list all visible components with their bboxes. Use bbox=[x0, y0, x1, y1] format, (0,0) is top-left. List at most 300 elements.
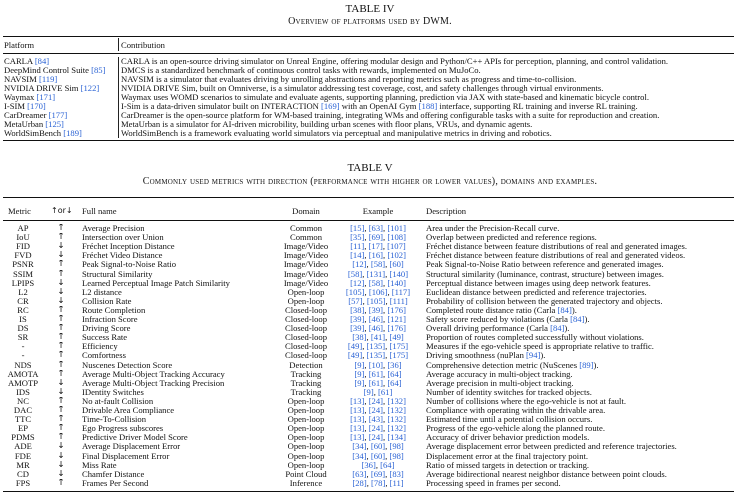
metric-fullname: IDentity Switches bbox=[82, 387, 144, 397]
description-text: Safety score reduced by violations (Carla bbox=[426, 315, 571, 324]
metric-abbrev: PSNR bbox=[12, 260, 34, 270]
metric-fullname: Structural Similarity bbox=[82, 269, 153, 279]
citation-ref: [106] bbox=[368, 287, 388, 297]
citation-ref: [175] bbox=[389, 342, 409, 352]
contribution-text: NAVSIM is a simulator that evaluates driving by unrolling abstractions and reporting metrics such as progress and time-to-collision. bbox=[121, 75, 577, 84]
citation-separator: , bbox=[364, 224, 369, 233]
citation-ref: [12] bbox=[350, 278, 365, 288]
metric-domain: Image/Video bbox=[283, 269, 329, 279]
metric-fullname: Learned Perceptual Image Patch Similarity bbox=[82, 278, 230, 288]
citation-separator: , bbox=[383, 360, 388, 370]
metric-domain: Image/Video bbox=[283, 242, 329, 252]
direction-arrow: ↓ bbox=[57, 387, 65, 397]
citation-ref: [131] bbox=[366, 269, 386, 279]
citation-separator: , bbox=[366, 451, 371, 461]
citation-ref: [171] bbox=[36, 93, 56, 102]
table5-number: TABLE V bbox=[347, 162, 393, 174]
citation-ref: [84] bbox=[34, 57, 50, 66]
citation-separator: , bbox=[383, 251, 388, 261]
citation-ref: [85] bbox=[91, 66, 106, 75]
citation-ref: [10] bbox=[368, 360, 384, 370]
description-text: Measures if the ego-vehicle speed is appropriate relative to traffic. bbox=[426, 342, 654, 352]
table5-header-row bbox=[0, 206, 740, 215]
description-text: Compliance with operating within the drivable area. bbox=[426, 406, 606, 415]
citation-ref: [34] bbox=[352, 442, 367, 452]
description-text: Structural similarity (luminance, contrast, structure) between images. bbox=[426, 269, 664, 279]
contribution-text: interface, supporting RL training and inverse RL training. bbox=[437, 102, 638, 111]
citation-ref: [13] bbox=[350, 415, 365, 425]
metric-domain: Open-loop bbox=[287, 460, 325, 470]
metric-abbrev: NC bbox=[17, 396, 29, 406]
table-row bbox=[0, 333, 740, 342]
metric-abbrev: RC bbox=[17, 305, 29, 315]
platform-cell bbox=[4, 120, 116, 129]
metric-abbrev: L2 bbox=[18, 287, 28, 297]
direction-arrow: ↓ bbox=[57, 460, 65, 470]
contribution-text: WorldSimBench is a framework evaluating world simulators via perceptual and manipulative metrics in driving and robotics. bbox=[121, 129, 552, 138]
metric-abbrev: IS bbox=[19, 315, 27, 324]
citation-ref: [39] bbox=[368, 305, 384, 315]
description-text: Number of identity switches for tracked objects. bbox=[426, 387, 592, 397]
metric-fullname: Nuscenes Detection Score bbox=[82, 360, 173, 370]
citation-ref: [64] bbox=[380, 460, 395, 470]
metric-domain: Open-loop bbox=[287, 451, 325, 461]
metric-fullname: Success Rate bbox=[82, 333, 128, 343]
table-row bbox=[0, 84, 740, 93]
metric-abbrev: NDS bbox=[14, 360, 32, 370]
metric-description bbox=[426, 315, 738, 324]
citation-separator: , bbox=[362, 296, 367, 306]
metric-domain: Closed-loop bbox=[284, 333, 327, 343]
description-text: Completed route distance ratio (Carla bbox=[426, 305, 558, 315]
citation-separator: , bbox=[383, 224, 388, 233]
table4-header-platform: Platform bbox=[4, 40, 35, 50]
table-row bbox=[0, 442, 740, 451]
contribution-cell bbox=[121, 66, 737, 75]
contribution-cell bbox=[121, 75, 737, 84]
citation-ref: [49] bbox=[347, 351, 363, 361]
citation-separator: , bbox=[364, 378, 369, 388]
metric-description bbox=[426, 342, 738, 351]
direction-arrow: ↑ bbox=[57, 478, 65, 488]
citation-ref: [60] bbox=[370, 451, 386, 461]
metric-examples bbox=[338, 379, 418, 388]
table5-header-example: Example bbox=[362, 206, 394, 216]
citation-separator: , bbox=[383, 406, 388, 415]
description-text: Euclidean distance between predicted and reference trajectories. bbox=[426, 287, 647, 297]
metric-examples bbox=[338, 324, 418, 333]
citation-ref: [98] bbox=[389, 451, 404, 461]
description-text: Fréchet distance between feature distributions of real and generated videos. bbox=[426, 251, 686, 261]
citation-ref: [57] bbox=[348, 296, 363, 306]
citation-ref: [84] bbox=[550, 324, 565, 334]
table-row bbox=[0, 351, 740, 360]
metric-abbrev: FID bbox=[16, 242, 30, 252]
citation-ref: [188] bbox=[418, 102, 438, 111]
metric-abbrev: CR bbox=[17, 296, 29, 306]
citation-ref: [12] bbox=[352, 260, 367, 270]
metric-domain: Tracking bbox=[290, 378, 322, 388]
citation-separator: , bbox=[383, 278, 388, 288]
metric-domain: Tracking bbox=[290, 369, 322, 379]
direction-arrow: ↓ bbox=[57, 296, 65, 306]
description-text: Displacement error at the final trajectory point. bbox=[426, 451, 589, 461]
metric-description bbox=[426, 397, 738, 406]
citation-ref: [9] bbox=[354, 378, 365, 388]
metric-description bbox=[426, 260, 738, 269]
citation-ref: [24] bbox=[368, 406, 384, 415]
metric-examples bbox=[338, 424, 418, 433]
metric-domain: Image/Video bbox=[283, 260, 329, 270]
metric-examples bbox=[338, 333, 418, 342]
table5-header-fullname: Full name bbox=[82, 206, 117, 216]
description-text: Overall driving performance (Carla bbox=[426, 324, 551, 334]
contribution-cell bbox=[121, 84, 737, 93]
metric-abbrev: LPIPS bbox=[11, 278, 35, 288]
citation-ref: [11] bbox=[389, 478, 404, 488]
metric-description bbox=[426, 442, 738, 451]
description-text: Accuracy of driver behavior prediction models. bbox=[426, 433, 590, 443]
metric-domain: Common bbox=[290, 224, 322, 233]
metric-examples bbox=[338, 279, 418, 288]
metric-domain: Closed-loop bbox=[284, 315, 327, 324]
citation-separator: , bbox=[364, 287, 369, 297]
metric-domain: Open-loop bbox=[287, 406, 325, 415]
citation-separator: , bbox=[362, 351, 367, 361]
description-text: Peak Signal-to-Noise Ratio between reference and generated images. bbox=[426, 260, 664, 270]
citation-separator: , bbox=[385, 296, 390, 306]
metric-examples bbox=[338, 342, 418, 351]
citation-separator: , bbox=[364, 396, 369, 406]
metric-domain: Open-loop bbox=[287, 442, 325, 452]
citation-ref: [89] bbox=[579, 360, 594, 370]
contribution-text: DMCS is a standardized benchmark of continuous control tasks with rewards, implemented on MuJoCo. bbox=[121, 66, 481, 75]
citation-ref: [9] bbox=[354, 360, 365, 370]
direction-arrow: ↑ bbox=[57, 351, 65, 361]
citation-separator: , bbox=[364, 251, 369, 261]
metric-fullname: L2 distance bbox=[82, 287, 122, 297]
citation-ref: [61] bbox=[378, 387, 393, 397]
citation-ref: [13] bbox=[350, 396, 365, 406]
citation-ref: [58] bbox=[347, 269, 363, 279]
metric-description bbox=[426, 406, 738, 415]
citation-ref: [17] bbox=[368, 242, 383, 252]
table4-header-row bbox=[0, 40, 740, 49]
table4-top-rule bbox=[3, 36, 734, 37]
metric-domain: Common bbox=[290, 233, 322, 243]
direction-arrow: ↑ bbox=[57, 315, 65, 324]
metric-fullname: Fréchet Inception Distance bbox=[82, 242, 175, 252]
description-text: Average precision in multi-object tracking. bbox=[426, 378, 574, 388]
citation-ref: [11] bbox=[350, 242, 365, 252]
citation-ref: [108] bbox=[387, 233, 406, 243]
citation-ref: [69] bbox=[368, 233, 384, 243]
citation-ref: [60] bbox=[370, 442, 386, 452]
metric-fullname: Average Multi-Object Tracking Accuracy bbox=[82, 369, 225, 379]
metric-fullname: Time-To-Collision bbox=[82, 415, 147, 425]
metric-description bbox=[426, 351, 738, 360]
metric-description bbox=[426, 297, 738, 306]
metric-description bbox=[426, 279, 738, 288]
direction-arrow: ↑ bbox=[57, 224, 65, 233]
direction-arrow: ↑ bbox=[57, 415, 65, 425]
citation-ref: [134] bbox=[387, 433, 406, 443]
description-text: Average displacement error between predicted and reference trajectories. bbox=[426, 442, 677, 452]
metric-examples bbox=[338, 370, 418, 379]
metric-domain: Open-loop bbox=[287, 296, 325, 306]
contribution-cell bbox=[121, 120, 737, 129]
table4-header-contribution: Contribution bbox=[121, 40, 165, 50]
metric-fullname: Average Precision bbox=[82, 224, 145, 233]
citation-ref: [176] bbox=[387, 324, 406, 334]
platform-name: NVIDIA DRIVE Sim bbox=[4, 84, 81, 93]
table-row bbox=[0, 288, 740, 297]
citation-ref: [9] bbox=[363, 387, 374, 397]
table4-header-separator bbox=[118, 38, 119, 51]
description-text: ). bbox=[584, 315, 590, 324]
direction-arrow: ↑ bbox=[57, 360, 65, 370]
direction-arrow: ↓ bbox=[57, 287, 65, 297]
table-row bbox=[0, 479, 740, 488]
metric-description bbox=[426, 388, 738, 397]
platform-name: NAVSIM bbox=[4, 75, 39, 84]
table5-title: Commonly used metrics with direction (performance with higher or lower values), domains and examples. bbox=[142, 176, 598, 187]
description-text: Processing speed in frames per second. bbox=[426, 478, 561, 488]
description-text: Area under the Precision-Recall curve. bbox=[426, 224, 560, 233]
metric-abbrev: SR bbox=[17, 333, 29, 343]
metric-description bbox=[426, 470, 738, 479]
citation-ref: [175] bbox=[389, 351, 409, 361]
citation-separator: , bbox=[385, 469, 390, 479]
citation-separator: , bbox=[383, 324, 388, 334]
metric-examples bbox=[338, 233, 418, 242]
platform-name: MetaUrban bbox=[4, 120, 46, 129]
contribution-cell bbox=[121, 102, 737, 111]
description-text: Proportion of routes completed successfully without violations. bbox=[426, 333, 644, 343]
direction-arrow: ↓ bbox=[57, 242, 65, 252]
citation-separator: , bbox=[364, 415, 369, 425]
metric-description bbox=[426, 242, 738, 251]
metric-abbrev: AMOTP bbox=[7, 378, 39, 388]
citation-ref: [36] bbox=[387, 360, 402, 370]
table-row bbox=[0, 424, 740, 433]
platform-cell bbox=[4, 66, 116, 75]
table-row bbox=[0, 270, 740, 279]
metric-abbrev: IoU bbox=[16, 233, 30, 243]
citation-ref: [43] bbox=[368, 415, 384, 425]
table-row bbox=[0, 379, 740, 388]
metric-examples bbox=[338, 260, 418, 269]
citation-ref: [177] bbox=[48, 111, 68, 120]
metric-abbrev: DAC bbox=[13, 406, 33, 415]
metric-fullname: Efficiency bbox=[82, 342, 118, 352]
platform-cell bbox=[4, 57, 116, 66]
citation-ref: [189] bbox=[63, 129, 82, 138]
citation-separator: , bbox=[366, 260, 371, 270]
metric-domain: Closed-loop bbox=[284, 324, 327, 334]
direction-arrow: ↓ bbox=[57, 251, 65, 261]
contribution-cell bbox=[121, 93, 737, 102]
citation-separator: , bbox=[385, 269, 390, 279]
citation-ref: [132] bbox=[387, 396, 406, 406]
citation-ref: [102] bbox=[387, 251, 406, 261]
direction-arrow: ↑ bbox=[57, 406, 65, 415]
metric-abbrev: ADE bbox=[14, 442, 32, 452]
metric-examples bbox=[338, 306, 418, 315]
metric-description bbox=[426, 379, 738, 388]
citation-separator: , bbox=[364, 324, 369, 334]
contribution-text: NVIDIA DRIVE Sim, built on Omniverse, is a simulator addressing test coverage, cost, and safety challenges through virtual environments. bbox=[121, 84, 604, 93]
table4-number: TABLE IV bbox=[345, 3, 395, 15]
table4-mid-rule bbox=[3, 53, 734, 54]
metric-description bbox=[426, 361, 738, 370]
citation-separator: , bbox=[382, 242, 388, 252]
table-row bbox=[0, 242, 740, 251]
citation-separator: , bbox=[364, 242, 369, 252]
metric-examples bbox=[338, 479, 418, 488]
table5-header-metric: Metric bbox=[8, 206, 31, 216]
table-row bbox=[0, 315, 740, 324]
citation-separator: , bbox=[373, 387, 378, 397]
description-text: Progress of the ego-vehicle along the planned route. bbox=[426, 424, 605, 434]
citation-separator: , bbox=[383, 305, 388, 315]
metric-fullname: Comfortness bbox=[82, 351, 126, 361]
citation-separator: , bbox=[383, 396, 388, 406]
direction-arrow: ↑ bbox=[57, 342, 65, 352]
metric-domain: Open-loop bbox=[287, 424, 325, 434]
metric-examples bbox=[338, 397, 418, 406]
direction-arrow: ↑ bbox=[57, 260, 65, 270]
description-text: Overlap between predicted and reference regions. bbox=[426, 233, 597, 243]
citation-ref: [84] bbox=[557, 305, 572, 315]
contribution-cell bbox=[121, 129, 737, 138]
citation-ref: [176] bbox=[387, 305, 406, 315]
citation-separator: , bbox=[375, 460, 381, 470]
citation-separator: , bbox=[383, 369, 388, 379]
citation-ref: [135] bbox=[366, 342, 386, 352]
citation-separator: , bbox=[364, 369, 369, 379]
citation-ref: [98] bbox=[389, 442, 404, 452]
metric-description bbox=[426, 306, 738, 315]
metric-domain: Point Cloud bbox=[285, 469, 327, 479]
metric-domain: Inference bbox=[289, 478, 323, 488]
citation-ref: [140] bbox=[389, 269, 409, 279]
metric-examples bbox=[338, 442, 418, 451]
table-row bbox=[0, 306, 740, 315]
citation-ref: [69] bbox=[370, 469, 386, 479]
citation-ref: [34] bbox=[352, 451, 367, 461]
citation-ref: [58] bbox=[368, 278, 384, 288]
citation-separator: , bbox=[383, 233, 388, 243]
metric-description bbox=[426, 424, 738, 433]
metric-examples bbox=[338, 433, 418, 442]
citation-separator: , bbox=[366, 469, 371, 479]
citation-separator: , bbox=[383, 378, 388, 388]
citation-ref: [16] bbox=[368, 251, 384, 261]
metric-domain: Closed-loop bbox=[284, 351, 327, 361]
metric-domain: Open-loop bbox=[287, 433, 325, 443]
table-row bbox=[0, 233, 740, 242]
citation-separator: , bbox=[364, 360, 369, 370]
platform-cell bbox=[4, 75, 116, 84]
citation-ref: [58] bbox=[370, 260, 386, 270]
table5-header-description: Description bbox=[426, 206, 467, 216]
direction-arrow: ↑ bbox=[57, 333, 65, 343]
citation-ref: [24] bbox=[368, 433, 384, 443]
table5-mid-rule bbox=[3, 220, 734, 221]
metric-description bbox=[426, 270, 738, 279]
direction-arrow: ↑ bbox=[57, 305, 65, 315]
metric-abbrev: MR bbox=[16, 460, 30, 470]
metric-examples bbox=[338, 297, 418, 306]
citation-ref: [101] bbox=[387, 224, 406, 233]
metric-examples bbox=[338, 270, 418, 279]
citation-separator: , bbox=[364, 424, 369, 434]
metric-examples bbox=[338, 288, 418, 297]
metric-domain: Open-loop bbox=[287, 287, 325, 297]
table-row bbox=[0, 361, 740, 370]
metric-description bbox=[426, 415, 738, 424]
metric-examples bbox=[338, 452, 418, 461]
citation-ref: [38] bbox=[350, 305, 365, 315]
table-row bbox=[0, 415, 740, 424]
metric-fullname: No at-fault Collision bbox=[82, 396, 154, 406]
metric-examples bbox=[338, 224, 418, 233]
contribution-cell bbox=[121, 57, 737, 66]
citation-ref: [49] bbox=[347, 342, 363, 352]
table-row bbox=[0, 75, 740, 84]
metric-fullname: Driving Score bbox=[82, 324, 131, 334]
metric-abbrev: FVD bbox=[14, 251, 32, 261]
citation-ref: [169] bbox=[321, 102, 340, 111]
table-row bbox=[0, 388, 740, 397]
table-row bbox=[0, 406, 740, 415]
citation-ref: [36] bbox=[361, 460, 376, 470]
citation-ref: [28] bbox=[352, 478, 367, 488]
table-row bbox=[0, 324, 740, 333]
citation-ref: [105] bbox=[345, 287, 365, 297]
citation-ref: [9] bbox=[354, 369, 365, 379]
citation-ref: [107] bbox=[387, 242, 406, 252]
citation-separator: , bbox=[385, 351, 390, 361]
table5-header-domain: Domain bbox=[292, 206, 320, 216]
metric-fullname: Intersection over Union bbox=[82, 233, 164, 243]
citation-separator: , bbox=[385, 478, 390, 488]
description-text: ). bbox=[571, 305, 577, 315]
metric-abbrev: DS bbox=[17, 324, 29, 334]
citation-separator: , bbox=[385, 442, 390, 452]
metric-abbrev: AP bbox=[17, 224, 29, 233]
platform-name: I-SIM bbox=[4, 102, 28, 111]
metric-abbrev: FDE bbox=[14, 451, 32, 461]
direction-arrow: ↑ bbox=[57, 433, 65, 443]
table5-header-direction: ↑or↓ bbox=[51, 206, 73, 215]
citation-ref: [125] bbox=[45, 120, 64, 129]
citation-ref: [64] bbox=[387, 378, 402, 388]
citation-ref: [15] bbox=[350, 224, 365, 233]
metric-fullname: Route Completion bbox=[82, 305, 146, 315]
metric-fullname: Drivable Area Compliance bbox=[82, 406, 175, 415]
citation-separator: , bbox=[364, 278, 369, 288]
table-row bbox=[0, 342, 740, 351]
citation-ref: [13] bbox=[350, 406, 365, 415]
metric-domain: Open-loop bbox=[287, 415, 325, 425]
citation-ref: [13] bbox=[350, 424, 365, 434]
table-row bbox=[0, 66, 740, 75]
contribution-text: with an OpenAI Gym bbox=[339, 102, 419, 111]
description-text: Average bidirectional nearest neighbor distance between point clouds. bbox=[426, 469, 667, 479]
table-row bbox=[0, 470, 740, 479]
